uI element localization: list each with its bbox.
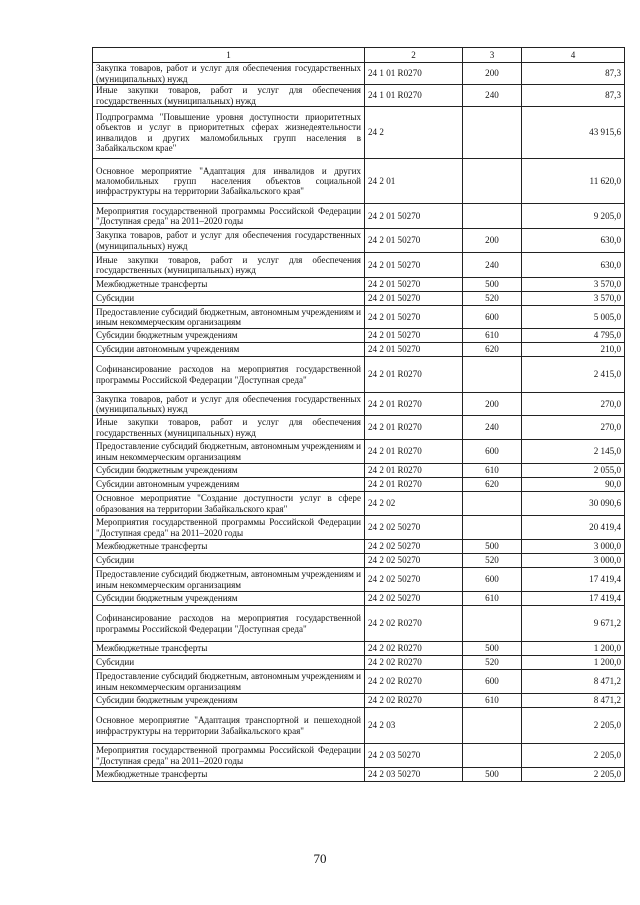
row-name-cell: Межбюджетные трансферты: [93, 642, 365, 656]
row-name-cell: Межбюджетные трансферты: [93, 540, 365, 554]
row-code-cell: 24 2 01 50270: [365, 253, 463, 278]
row-type-cell: [463, 204, 522, 229]
row-name-cell: Мероприятия государственной программы Российской Федерации "Доступная среда" на 2011–2020 годы: [93, 516, 365, 540]
row-code-cell: 24 2 01 50270: [365, 204, 463, 229]
row-code-cell: 24 2 01 50270: [365, 229, 463, 253]
row-amount-cell: 20 419,4: [522, 516, 625, 540]
row-code-cell: 24 2 02 R0270: [365, 694, 463, 708]
row-amount-cell: 9 671,2: [522, 606, 625, 642]
row-code-cell: 24 1 01 R0270: [365, 63, 463, 85]
row-code-cell: 24 2 03 50270: [365, 744, 463, 768]
table-row: [93, 694, 625, 708]
row-type-cell: 240: [463, 416, 522, 440]
table-row: [93, 357, 625, 393]
table-row: [93, 554, 625, 568]
table-row: [93, 329, 625, 343]
page-number: 70: [313, 851, 327, 866]
row-code-cell: 24 2 02 50270: [365, 592, 463, 606]
table-row: [93, 393, 625, 416]
row-type-cell: 620: [463, 478, 522, 492]
row-name-cell: Субсидии бюджетным учреждениям: [93, 329, 365, 343]
table-row: [93, 253, 625, 278]
table-row: [93, 85, 625, 107]
table-row: [93, 492, 625, 516]
row-code-cell: 24 2 01 50270: [365, 292, 463, 306]
row-name-cell: Основное мероприятие "Создание доступности услуг в сфере образования на территории Забайкальского края": [93, 492, 365, 516]
table-row: [93, 440, 625, 464]
row-name-cell: Закупка товаров, работ и услуг для обеспечения государственных (муниципальных) нужд: [93, 393, 365, 416]
row-type-cell: [463, 606, 522, 642]
row-name-cell: Межбюджетные трансферты: [93, 768, 365, 782]
table-row: [93, 768, 625, 782]
row-code-cell: 24 2 02 R0270: [365, 670, 463, 694]
row-amount-cell: 2 205,0: [522, 768, 625, 782]
row-type-cell: 500: [463, 642, 522, 656]
budget-table: [92, 47, 625, 782]
row-type-cell: 600: [463, 568, 522, 592]
row-name-cell: Субсидии бюджетным учреждениям: [93, 694, 365, 708]
row-amount-cell: 2 415,0: [522, 357, 625, 393]
row-type-cell: 200: [463, 229, 522, 253]
row-amount-cell: 9 205,0: [522, 204, 625, 229]
row-amount-cell: 2 145,0: [522, 440, 625, 464]
row-code-cell: 24 2 02 R0270: [365, 642, 463, 656]
row-amount-cell: 3 570,0: [522, 292, 625, 306]
row-amount-cell: 2 205,0: [522, 708, 625, 744]
row-name-cell: Субсидии бюджетным учреждениям: [93, 592, 365, 606]
row-amount-cell: 210,0: [522, 343, 625, 357]
row-type-cell: 240: [463, 85, 522, 107]
row-code-cell: 24 2: [365, 107, 463, 159]
table-row: [93, 478, 625, 492]
row-name-cell: Субсидии: [93, 554, 365, 568]
row-amount-cell: 3 000,0: [522, 554, 625, 568]
row-name-cell: Предоставление субсидий бюджетным, автономным учреждениям и иным некоммерческим организациям: [93, 568, 365, 592]
row-code-cell: 24 2 03: [365, 708, 463, 744]
table-row: [93, 306, 625, 329]
row-code-cell: 24 2 02 50270: [365, 554, 463, 568]
row-type-cell: [463, 159, 522, 204]
row-amount-cell: 1 200,0: [522, 642, 625, 656]
row-name-cell: Иные закупки товаров, работ и услуг для обеспечения государственных (муниципальных) нужд: [93, 85, 365, 107]
row-type-cell: 500: [463, 540, 522, 554]
row-amount-cell: 17 419,4: [522, 568, 625, 592]
row-code-cell: 24 2 02 R0270: [365, 606, 463, 642]
row-name-cell: Предоставление субсидий бюджетным, автономным учреждениям и иным некоммерческим организациям: [93, 440, 365, 464]
row-type-cell: 520: [463, 292, 522, 306]
table-row: [93, 568, 625, 592]
table-row: [93, 416, 625, 440]
row-code-cell: 24 2 01: [365, 159, 463, 204]
row-name-cell: Мероприятия государственной программы Российской Федерации "Доступная среда" на 2011–2020 годы: [93, 744, 365, 768]
row-type-cell: 610: [463, 592, 522, 606]
row-amount-cell: 5 005,0: [522, 306, 625, 329]
row-code-cell: 24 2 01 R0270: [365, 464, 463, 478]
row-type-cell: 520: [463, 554, 522, 568]
row-type-cell: [463, 708, 522, 744]
row-amount-cell: 3 570,0: [522, 278, 625, 292]
row-name-cell: Субсидии: [93, 292, 365, 306]
row-code-cell: 24 2 02 R0270: [365, 656, 463, 670]
row-name-cell: Иные закупки товаров, работ и услуг для обеспечения государственных (муниципальных) нужд: [93, 253, 365, 278]
table-row: [93, 592, 625, 606]
row-type-cell: 240: [463, 253, 522, 278]
row-name-cell: Субсидии автономным учреждениям: [93, 343, 365, 357]
row-type-cell: [463, 107, 522, 159]
column-number-row: [93, 48, 625, 63]
table-row: [93, 642, 625, 656]
row-code-cell: 24 2 01 50270: [365, 306, 463, 329]
table-row: [93, 708, 625, 744]
row-name-cell: Закупка товаров, работ и услуг для обеспечения государственных (муниципальных) нужд: [93, 63, 365, 85]
row-name-cell: Основное мероприятие "Адаптация для инвалидов и других маломобильных групп населения объектов социальной инфраструктуры на территории Забайкальского края": [93, 159, 365, 204]
row-name-cell: Софинансирование расходов на мероприятия государственной программы Российской Федерации "Доступная среда": [93, 606, 365, 642]
row-code-cell: 24 2 01 R0270: [365, 440, 463, 464]
table-row: [93, 204, 625, 229]
row-code-cell: 24 2 03 50270: [365, 768, 463, 782]
row-name-cell: Подпрограмма "Повышение уровня доступности приоритетных объектов и услуг в приоритетных сферах жизнедеятельности инвалидов и других маломобильных групп населения в Забайкальском крае": [93, 107, 365, 159]
row-type-cell: 520: [463, 656, 522, 670]
row-amount-cell: 17 419,4: [522, 592, 625, 606]
row-amount-cell: 43 915,6: [522, 107, 625, 159]
row-name-cell: Мероприятия государственной программы Российской Федерации "Доступная среда" на 2011–2020 годы: [93, 204, 365, 229]
row-amount-cell: 4 795,0: [522, 329, 625, 343]
column-3-header: 3: [463, 48, 522, 63]
row-amount-cell: 90,0: [522, 478, 625, 492]
row-amount-cell: 3 000,0: [522, 540, 625, 554]
row-code-cell: 24 2 01 R0270: [365, 357, 463, 393]
table-row: [93, 656, 625, 670]
row-name-cell: Софинансирование расходов на мероприятия государственной программы Российской Федерации "Доступная среда": [93, 357, 365, 393]
row-name-cell: Предоставление субсидий бюджетным, автономным учреждениям и иным некоммерческим организациям: [93, 306, 365, 329]
row-name-cell: Закупка товаров, работ и услуг для обеспечения государственных (муниципальных) нужд: [93, 229, 365, 253]
row-amount-cell: 87,3: [522, 85, 625, 107]
table-row: [93, 229, 625, 253]
row-amount-cell: 30 090,6: [522, 492, 625, 516]
budget-table-body: [93, 48, 625, 782]
row-name-cell: Предоставление субсидий бюджетным, автономным учреждениям и иным некоммерческим организациям: [93, 670, 365, 694]
table-row: [93, 343, 625, 357]
row-code-cell: 24 2 02 50270: [365, 516, 463, 540]
column-1-header: 1: [93, 48, 365, 63]
table-row: [93, 464, 625, 478]
row-amount-cell: 1 200,0: [522, 656, 625, 670]
row-type-cell: 600: [463, 670, 522, 694]
table-row: [93, 606, 625, 642]
row-amount-cell: 8 471,2: [522, 670, 625, 694]
table-row: [93, 292, 625, 306]
row-amount-cell: 2 055,0: [522, 464, 625, 478]
row-type-cell: [463, 357, 522, 393]
row-amount-cell: 630,0: [522, 253, 625, 278]
row-type-cell: 200: [463, 63, 522, 85]
row-type-cell: 200: [463, 393, 522, 416]
row-amount-cell: 270,0: [522, 416, 625, 440]
row-amount-cell: 270,0: [522, 393, 625, 416]
row-code-cell: 24 2 02 50270: [365, 568, 463, 592]
table-row: [93, 63, 625, 85]
row-amount-cell: 11 620,0: [522, 159, 625, 204]
table-row: [93, 516, 625, 540]
table-row: [93, 278, 625, 292]
table-row: [93, 670, 625, 694]
row-code-cell: 24 2 01 R0270: [365, 416, 463, 440]
row-name-cell: Основное мероприятие "Адаптация транспортной и пешеходной инфраструктуры на территории Забайкальского края": [93, 708, 365, 744]
row-type-cell: 610: [463, 329, 522, 343]
row-name-cell: Субсидии автономным учреждениям: [93, 478, 365, 492]
column-4-header: 4: [522, 48, 625, 63]
row-type-cell: [463, 492, 522, 516]
row-name-cell: Субсидии: [93, 656, 365, 670]
row-code-cell: 24 2 01 50270: [365, 329, 463, 343]
table-row: [93, 744, 625, 768]
row-name-cell: Субсидии бюджетным учреждениям: [93, 464, 365, 478]
row-amount-cell: 630,0: [522, 229, 625, 253]
row-type-cell: 610: [463, 464, 522, 478]
row-name-cell: Межбюджетные трансферты: [93, 278, 365, 292]
row-code-cell: 24 2 01 50270: [365, 343, 463, 357]
row-type-cell: 500: [463, 768, 522, 782]
row-amount-cell: 87,3: [522, 63, 625, 85]
row-code-cell: 24 2 02 50270: [365, 540, 463, 554]
row-code-cell: 24 2 01 R0270: [365, 478, 463, 492]
row-amount-cell: 8 471,2: [522, 694, 625, 708]
table-row: [93, 107, 625, 159]
row-type-cell: [463, 744, 522, 768]
row-type-cell: 610: [463, 694, 522, 708]
row-code-cell: 24 2 01 50270: [365, 278, 463, 292]
table-row: [93, 540, 625, 554]
row-code-cell: 24 1 01 R0270: [365, 85, 463, 107]
row-type-cell: [463, 516, 522, 540]
row-amount-cell: 2 205,0: [522, 744, 625, 768]
row-code-cell: 24 2 02: [365, 492, 463, 516]
row-type-cell: 600: [463, 306, 522, 329]
table-row: [93, 159, 625, 204]
row-code-cell: 24 2 01 R0270: [365, 393, 463, 416]
row-type-cell: 620: [463, 343, 522, 357]
column-2-header: 2: [365, 48, 463, 63]
row-type-cell: 500: [463, 278, 522, 292]
row-type-cell: 600: [463, 440, 522, 464]
row-name-cell: Иные закупки товаров, работ и услуг для обеспечения государственных (муниципальных) нужд: [93, 416, 365, 440]
